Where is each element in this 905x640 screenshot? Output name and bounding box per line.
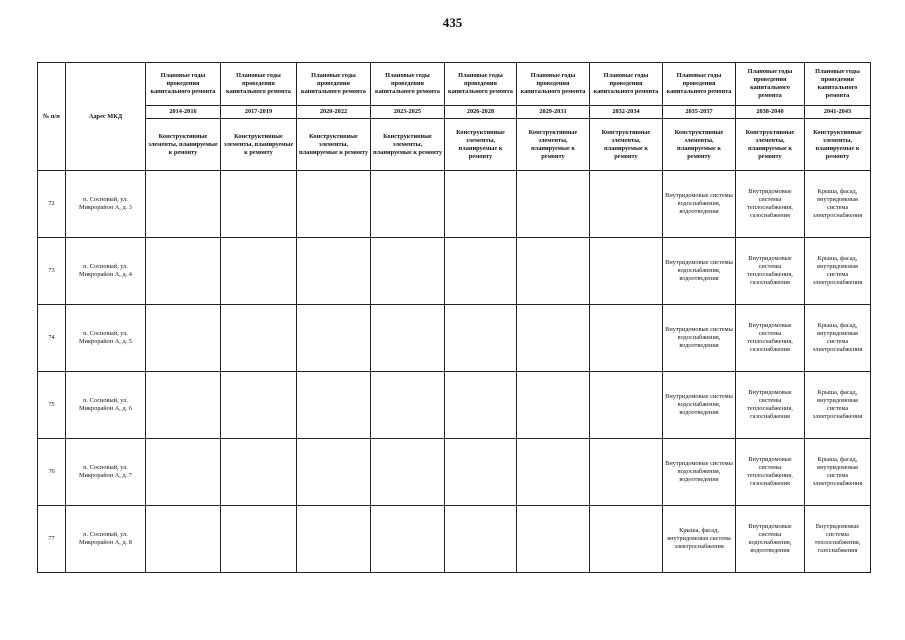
repair-cell <box>517 171 590 238</box>
planned-years-header: Плановые годы проведения капитального ремонта <box>146 63 221 106</box>
repair-cell <box>371 171 445 238</box>
repair-cell <box>297 506 371 573</box>
elements-header: Конструктивные элементы, планируемые к ремонту <box>590 119 663 171</box>
row-address: п. Сосновый, ул. Микрорайон А, д. 4 <box>66 238 146 305</box>
repair-cell <box>590 439 663 506</box>
repair-cell <box>371 238 445 305</box>
address-header: Адрес МКД <box>66 63 146 171</box>
repair-cell: Внутридомовые системы теплоснабжения, газоснабжения <box>805 506 871 573</box>
table-row <box>38 305 871 372</box>
row-number: 72 <box>38 171 66 238</box>
repair-cell: Крыша, фасад, внутридомовая система электроснабжения <box>805 372 871 439</box>
planned-years-header: Плановые годы проведения капитального ремонта <box>517 63 590 106</box>
repair-cell <box>297 305 371 372</box>
page-number: 435 <box>442 15 463 30</box>
elements-header: Конструктивные элементы, планируемые к ремонту <box>445 119 517 171</box>
elements-header: Конструктивные элементы, планируемые к ремонту <box>517 119 590 171</box>
planned-years-header: Плановые годы проведения капитального ремонта <box>371 63 445 106</box>
table-row <box>38 506 871 573</box>
repair-cell: Крыша, фасад, внутридомовая система электроснабжения <box>805 439 871 506</box>
repair-cell <box>517 372 590 439</box>
repair-cell <box>590 506 663 573</box>
period-header: 2041-2043 <box>805 106 871 119</box>
repair-cell <box>517 506 590 573</box>
elements-header: Конструктивные элементы, планируемые к ремонту <box>736 119 805 171</box>
repair-cell: Крыша, фасад, внутридомовая система электроснабжения <box>663 506 736 573</box>
repair-cell <box>517 238 590 305</box>
repair-cell: Внутридомовые системы теплоснабжения, газоснабжения <box>736 372 805 439</box>
repair-cell <box>445 238 517 305</box>
period-header: 2032-2034 <box>590 106 663 119</box>
planned-years-header: Плановые годы проведения капитального ремонта <box>805 63 871 106</box>
period-header: 2026-2028 <box>445 106 517 119</box>
period-header: 2035-2037 <box>663 106 736 119</box>
row-address: п. Сосновый, ул. Микрорайон А, д. 7 <box>66 439 146 506</box>
repair-cell <box>221 238 297 305</box>
elements-header: Конструктивные элементы, планируемые к ремонту <box>146 119 221 171</box>
period-header: 2038-2040 <box>736 106 805 119</box>
repair-cell <box>146 238 221 305</box>
repair-cell: Внутридомовые системы водоснабжения, водоотведения <box>663 439 736 506</box>
row-address: п. Сосновый, ул. Микрорайон А, д. 6 <box>66 372 146 439</box>
repair-cell: Внутридомовые системы теплоснабжения, газоснабжения <box>736 171 805 238</box>
repair-cell <box>590 238 663 305</box>
row-address: п. Сосновый, ул. Микрорайон А, д. 8 <box>66 506 146 573</box>
planned-years-header: Плановые годы проведения капитального ремонта <box>445 63 517 106</box>
repair-cell: Внутридомовые системы водоснабжения, водоотведения <box>663 305 736 372</box>
repair-cell <box>590 305 663 372</box>
repair-cell <box>297 238 371 305</box>
repair-cell <box>146 372 221 439</box>
repair-cell <box>221 506 297 573</box>
elements-header: Конструктивные элементы, планируемые к ремонту <box>663 119 736 171</box>
planned-years-header: Плановые годы проведения капитального ремонта <box>590 63 663 106</box>
repair-cell <box>445 171 517 238</box>
repair-cell <box>445 372 517 439</box>
repair-cell <box>297 171 371 238</box>
period-header: 2014-2016 <box>146 106 221 119</box>
row-number: 77 <box>38 506 66 573</box>
repair-cell <box>445 439 517 506</box>
repair-cell: Внутридомовые системы теплоснабжения, газоснабжения <box>736 238 805 305</box>
repair-cell <box>146 171 221 238</box>
repair-cell <box>146 305 221 372</box>
repair-cell <box>221 305 297 372</box>
planned-years-header: Плановые годы проведения капитального ремонта <box>663 63 736 106</box>
elements-header: Конструктивные элементы, планируемые к ремонту <box>297 119 371 171</box>
repair-cell <box>590 372 663 439</box>
repair-cell: Крыша, фасад, внутридомовая система электроснабжения <box>805 171 871 238</box>
repair-cell <box>590 171 663 238</box>
repair-cell: Внутридомовые системы теплоснабжения, газоснабжения <box>736 305 805 372</box>
table-row <box>38 372 871 439</box>
repair-cell <box>445 506 517 573</box>
table-row <box>38 238 871 305</box>
period-header: 2020-2022 <box>297 106 371 119</box>
period-header: 2029-2031 <box>517 106 590 119</box>
repair-cell <box>221 171 297 238</box>
row-address: п. Сосновый, ул. Микрорайон А, д. 3 <box>66 171 146 238</box>
repair-cell <box>297 439 371 506</box>
repair-cell <box>517 305 590 372</box>
num-header: № п/п <box>38 63 66 171</box>
period-header: 2017-2019 <box>221 106 297 119</box>
elements-header: Конструктивные элементы, планируемые к ремонту <box>371 119 445 171</box>
repair-cell <box>146 439 221 506</box>
row-address: п. Сосновый, ул. Микрорайон А, д. 5 <box>66 305 146 372</box>
table-row <box>38 171 871 238</box>
repair-cell <box>371 305 445 372</box>
planned-years-header: Плановые годы проведения капитального ремонта <box>736 63 805 106</box>
planned-years-header: Плановые годы проведения капитального ремонта <box>221 63 297 106</box>
repair-cell <box>146 506 221 573</box>
repair-cell: Внутридомовые системы водоснабжения, водоотведения <box>663 238 736 305</box>
repair-cell: Внутридомовые системы водоснабжения, водоотведения <box>736 506 805 573</box>
repair-cell: Внутридомовые системы водоснабжения, водоотведения <box>663 171 736 238</box>
period-header: 2023-2025 <box>371 106 445 119</box>
repair-cell <box>371 506 445 573</box>
repair-cell <box>297 372 371 439</box>
capital-repair-table <box>37 62 871 573</box>
repair-cell: Крыша, фасад, внутридомовая система электроснабжения <box>805 238 871 305</box>
elements-header: Конструктивные элементы, планируемые к ремонту <box>221 119 297 171</box>
repair-cell: Внутридомовые системы водоснабжения, водоотведения <box>663 372 736 439</box>
repair-cell <box>371 439 445 506</box>
row-number: 75 <box>38 372 66 439</box>
repair-cell: Крыша, фасад, внутридомовая система электроснабжения <box>805 305 871 372</box>
repair-cell <box>221 439 297 506</box>
table-row <box>38 439 871 506</box>
elements-header: Конструктивные элементы, планируемые к ремонту <box>805 119 871 171</box>
row-number: 73 <box>38 238 66 305</box>
planned-years-header: Плановые годы проведения капитального ремонта <box>297 63 371 106</box>
repair-cell <box>517 439 590 506</box>
repair-cell <box>371 372 445 439</box>
row-number: 76 <box>38 439 66 506</box>
repair-cell: Внутридомовые системы теплоснабжения, газоснабжения <box>736 439 805 506</box>
repair-cell <box>445 305 517 372</box>
repair-cell <box>221 372 297 439</box>
row-number: 74 <box>38 305 66 372</box>
